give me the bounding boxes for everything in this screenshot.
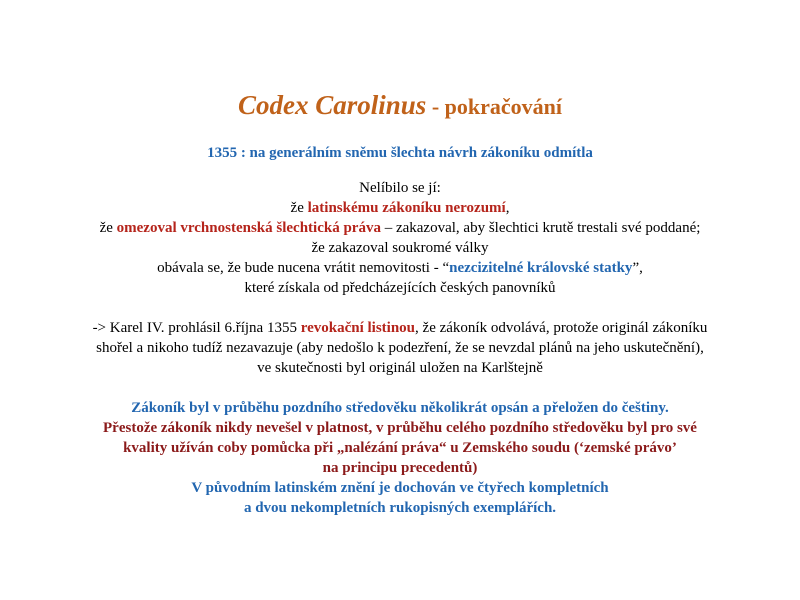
- reason-2-prefix: že: [99, 220, 117, 236]
- karel-1-suffix: , že zákoník odvolává, protože originál zákoníku: [415, 320, 708, 336]
- reason-1-suffix: ,: [505, 200, 510, 216]
- karel-1-prefix: -> Karel IV. prohlásil 6.října 1355: [92, 320, 301, 336]
- reason-1-prefix: že: [290, 200, 308, 216]
- reason-line-1: [40, 198, 760, 218]
- summary-block: [40, 398, 760, 518]
- slide-title: [0, 88, 800, 124]
- reason-2-highlight: omezoval vrchnostenská šlechtická práva: [116, 220, 381, 236]
- reason-2-suffix: – zakazoval, aby šlechtici krutě trestali své poddané;: [380, 220, 701, 236]
- karel-line-3: ve skutečnosti byl originál uložen na Karlštejně: [257, 360, 543, 376]
- reason-line-2: [40, 218, 760, 238]
- title-rest: - pokračování: [426, 94, 562, 119]
- reason-1-highlight: latinskému zákoníku nerozumí: [307, 200, 506, 216]
- reasons-block: [40, 178, 760, 298]
- reason-4-prefix: obávala se, že bude nucena vrátit nemovitosti - “: [157, 260, 450, 276]
- reason-line-4: [40, 258, 760, 278]
- summary-line-2: Přestože zákoník nikdy nevešel v platnost, v průběhu celého pozdního středověku byl pro své: [103, 420, 697, 436]
- summary-line-3: kvality užíván coby pomůcka při „nalézání práva“ u Zemského soudu (‘zemské právo’: [123, 440, 677, 456]
- summary-line-6: a dvou nekompletních rukopisných exemplářích.: [243, 500, 557, 516]
- summary-line-1: Zákoník byl v průběhu pozdního středověku několikrát opsán a přeložen do češtiny.: [131, 400, 669, 416]
- karel-block: [40, 318, 760, 378]
- karel-1-highlight: revokační listinou: [300, 320, 416, 336]
- reasons-intro: Nelíbilo se jí:: [359, 180, 441, 196]
- reason-line-5: které získala od předcházejících českých panovníků: [244, 280, 556, 296]
- title-main: Codex Carolinus: [238, 90, 427, 120]
- reason-4-highlight: nezcizitelné královské statky: [449, 260, 633, 276]
- subtitle: 1355 : na generálním sněmu šlechta návrh zákoníku odmítla: [207, 145, 593, 161]
- karel-line-2: shořel a nikoho tudíž nezavazuje (aby nedošlo k podezření, že se nevzdal plánů na jeho uskutečnění),: [96, 340, 704, 356]
- reason-4-suffix: ”,: [632, 260, 643, 276]
- summary-line-4: na principu precedentů): [322, 460, 478, 476]
- karel-line-1: [40, 318, 760, 338]
- reason-line-3: že zakazoval soukromé války: [311, 240, 489, 256]
- summary-line-5: V původním latinském znění je dochován ve čtyřech kompletních: [191, 480, 609, 496]
